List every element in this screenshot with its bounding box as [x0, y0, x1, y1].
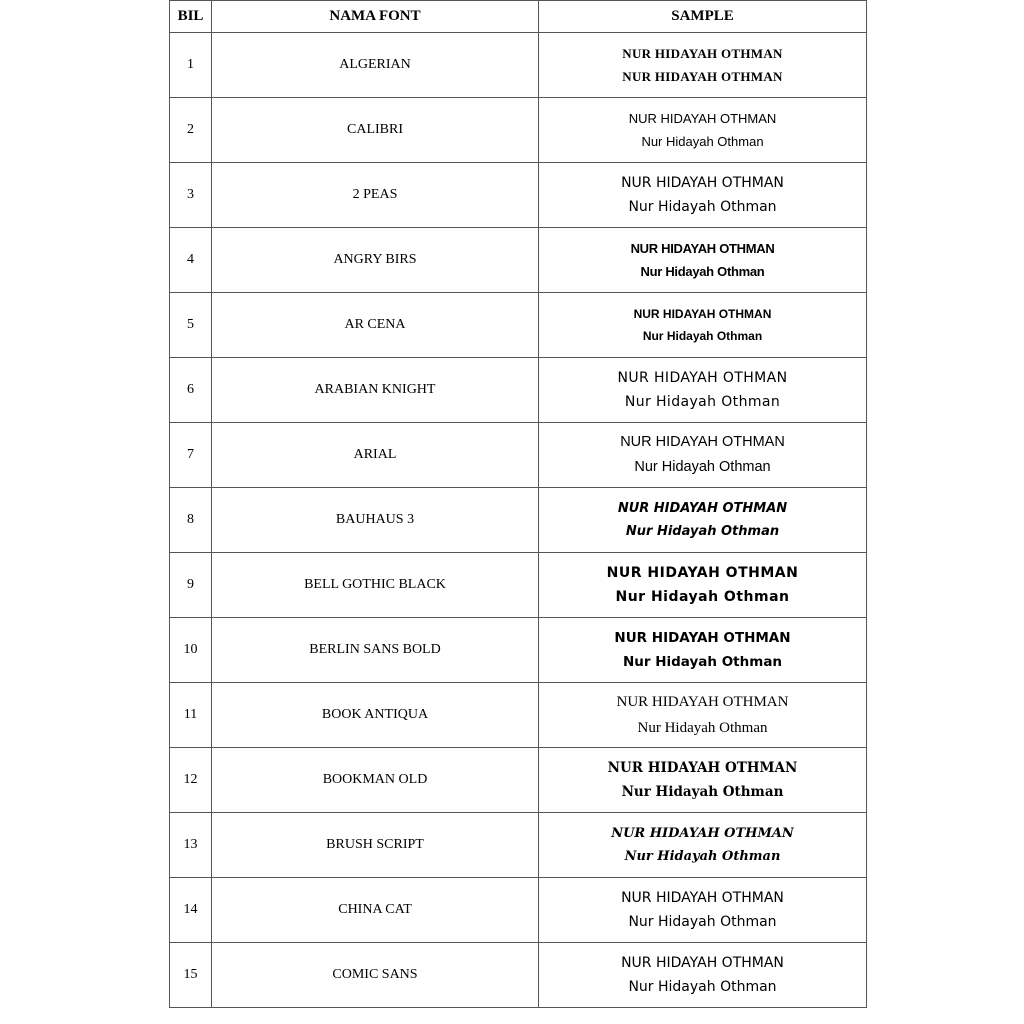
row-number: 10 [170, 618, 212, 683]
row-number: 13 [170, 813, 212, 878]
font-name: BOOKMAN OLD [212, 748, 539, 813]
font-name: ARIAL [212, 423, 539, 488]
sample-mixedcase: Nur Hidayah Othman [640, 263, 765, 279]
font-name: BAUHAUS 3 [212, 488, 539, 553]
sample-cell [539, 813, 867, 878]
sample-uppercase: NUR HIDAYAH OTHMAN [616, 694, 789, 711]
table-row [170, 618, 867, 683]
sample-cell [539, 33, 867, 98]
sample-cell [539, 358, 867, 423]
sample-mixedcase: Nur Hidayah Othman [642, 328, 763, 343]
sample-mixedcase: Nur Hidayah Othman [624, 848, 781, 864]
sample-uppercase: NUR HIDAYAH OTHMAN [617, 369, 788, 386]
sample-cell [539, 98, 867, 163]
header-sample: SAMPLE [539, 1, 867, 33]
font-name: BERLIN SANS BOLD [212, 618, 539, 683]
sample-mixedcase: Nur Hidayah Othman [637, 719, 768, 736]
font-sample-table [169, 0, 867, 1008]
table-row [170, 553, 867, 618]
sample-cell [539, 943, 867, 1008]
font-name: BELL GOTHIC BLACK [212, 553, 539, 618]
sample-uppercase: NUR HIDAYAH OTHMAN [621, 174, 784, 191]
sample-uppercase: NUR HIDAYAH OTHMAN [628, 110, 777, 126]
table-row [170, 228, 867, 293]
sample-uppercase: NUR HIDAYAH OTHMAN [611, 825, 794, 841]
row-number: 3 [170, 163, 212, 228]
table-row [170, 33, 867, 98]
sample-mixedcase: Nur Hidayah Othman [621, 783, 784, 800]
row-number: 8 [170, 488, 212, 553]
table-row [170, 813, 867, 878]
row-number: 12 [170, 748, 212, 813]
table-row [170, 358, 867, 423]
sample-mixedcase: Nur Hidayah Othman [641, 133, 764, 149]
font-name: COMIC SANS [212, 943, 539, 1008]
sample-uppercase: NUR HIDAYAH OTHMAN [633, 307, 772, 322]
table-row [170, 943, 867, 1008]
row-number: 7 [170, 423, 212, 488]
sample-cell [539, 878, 867, 943]
table-row [170, 423, 867, 488]
table-row [170, 163, 867, 228]
sample-uppercase: NUR HIDAYAH OTHMAN [620, 433, 785, 450]
sample-cell [539, 293, 867, 358]
font-name: ARABIAN KNIGHT [212, 358, 539, 423]
sample-mixedcase: Nur Hidayah Othman [634, 458, 771, 475]
sample-mixedcase: Nur Hidayah Othman [628, 913, 777, 930]
font-name: CALIBRI [212, 98, 539, 163]
sample-cell [539, 228, 867, 293]
sample-mixedcase: Nur Hidayah Othman [628, 198, 777, 215]
table-header-row [170, 1, 867, 33]
sample-uppercase: NUR HIDAYAH OTHMAN [621, 954, 784, 971]
table-row [170, 878, 867, 943]
font-name: 2 PEAS [212, 163, 539, 228]
font-name: BOOK ANTIQUA [212, 683, 539, 748]
table-row [170, 98, 867, 163]
row-number: 9 [170, 553, 212, 618]
header-nama-font: NAMA FONT [212, 1, 539, 33]
sample-uppercase: NUR HIDAYAH OTHMAN [607, 760, 798, 777]
sample-cell [539, 488, 867, 553]
sample-uppercase: NUR HIDAYAH OTHMAN [621, 889, 784, 906]
row-number: 2 [170, 98, 212, 163]
row-number: 1 [170, 33, 212, 98]
sample-mixedcase: Nur Hidayah Othman [615, 588, 790, 605]
font-name: AR CENA [212, 293, 539, 358]
sample-cell [539, 553, 867, 618]
font-name: ALGERIAN [212, 33, 539, 98]
sample-cell [539, 423, 867, 488]
header-bil: BIL [170, 1, 212, 33]
sample-mixedcase: Nur Hidayah Othman [624, 393, 781, 410]
font-name: BRUSH SCRIPT [212, 813, 539, 878]
font-name: CHINA CAT [212, 878, 539, 943]
sample-uppercase: NUR HIDAYAH OTHMAN [622, 45, 783, 61]
table-row [170, 683, 867, 748]
sample-uppercase: NUR HIDAYAH OTHMAN [630, 240, 775, 256]
sample-cell [539, 618, 867, 683]
sample-mixedcase: NUR HIDAYAH OTHMAN [622, 68, 783, 84]
table-row [170, 293, 867, 358]
sample-mixedcase: Nur Hidayah Othman [628, 978, 777, 995]
sample-uppercase: NUR HIDAYAH OTHMAN [614, 630, 791, 647]
row-number: 15 [170, 943, 212, 1008]
row-number: 4 [170, 228, 212, 293]
font-name: ANGRY BIRS [212, 228, 539, 293]
sample-uppercase: NUR HIDAYAH OTHMAN [606, 564, 799, 581]
sample-mixedcase: Nur Hidayah Othman [622, 653, 783, 670]
sample-cell [539, 748, 867, 813]
row-number: 6 [170, 358, 212, 423]
sample-cell [539, 683, 867, 748]
sample-cell [539, 163, 867, 228]
table-row [170, 748, 867, 813]
sample-mixedcase: Nur Hidayah Othman [625, 523, 780, 539]
row-number: 11 [170, 683, 212, 748]
row-number: 5 [170, 293, 212, 358]
table-row [170, 488, 867, 553]
sample-uppercase: NUR HIDAYAH OTHMAN [617, 500, 788, 516]
row-number: 14 [170, 878, 212, 943]
